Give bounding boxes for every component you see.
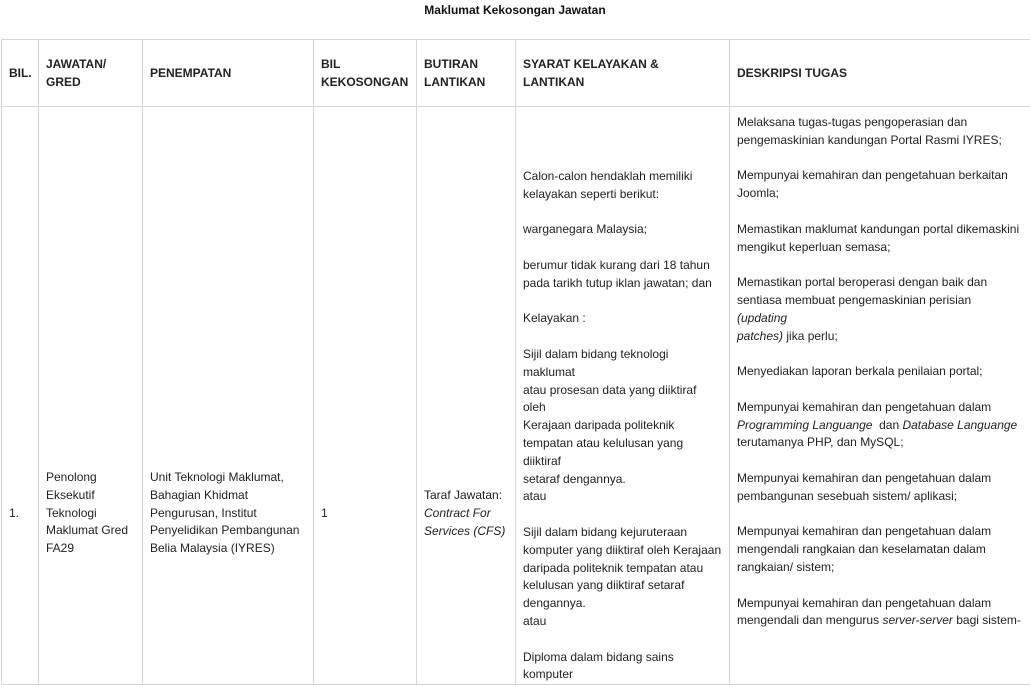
- syarat-qualification: dengannya.: [523, 595, 722, 613]
- syarat-qualification: Sijil dalam bidang kejuruteraan: [523, 524, 722, 542]
- table-row: [2, 107, 1030, 685]
- deskripsi-line: mengikut keperluan semasa;: [737, 239, 1023, 257]
- cell-syarat: [516, 107, 730, 685]
- header-butiran: [417, 40, 516, 107]
- row-butiran: [424, 487, 508, 540]
- header-kekosongan-line1: BIL: [321, 55, 409, 73]
- deskripsi-line: Memastikan portal beroperasi dengan baik dan: [737, 274, 1023, 292]
- cell-jawatan: [39, 107, 143, 685]
- syarat-qualification: atau prosesan data yang diiktiraf oleh: [523, 382, 722, 418]
- header-deskripsi: DESKRIPSI TUGAS: [730, 40, 1030, 107]
- deskripsi-line: Mempunyai kemahiran dan pengetahuan dalam: [737, 470, 1023, 488]
- header-butiran-line1: BUTIRAN: [424, 55, 508, 73]
- header-penempatan: PENEMPATAN: [143, 40, 314, 107]
- butiran-value: Services (CFS): [424, 523, 508, 541]
- header-jawatan-line2: GRED: [46, 73, 135, 91]
- penempatan-line: Belia Malaysia (IYRES): [150, 540, 306, 558]
- syarat-qualification: daripada politeknik tempatan atau: [523, 560, 722, 578]
- penempatan-line: Unit Teknologi Maklumat,: [150, 469, 306, 487]
- syarat-item: warganegara Malaysia;: [523, 221, 722, 239]
- butiran-label: Taraf Jawatan:: [424, 487, 508, 505]
- syarat-content: [523, 168, 722, 684]
- jawatan-line: Penolong: [46, 469, 135, 487]
- row-jawatan: [46, 469, 135, 558]
- deskripsi-line: terutamanya PHP, dan MySQL;: [737, 434, 1023, 452]
- deskripsi-line: patches) jika perlu;: [737, 328, 1023, 346]
- syarat-qualification: setaraf dengannya.: [523, 471, 722, 489]
- syarat-atau: atau: [523, 488, 722, 506]
- syarat-intro: Calon-calon hendaklah memiliki: [523, 168, 722, 186]
- cell-deskripsi: [730, 107, 1030, 685]
- cell-kekosongan: [314, 107, 417, 685]
- deskripsi-line: pembangunan sesebuah sistem/ aplikasi;: [737, 488, 1023, 506]
- header-bil: BIL.: [2, 40, 39, 107]
- deskripsi-line: rangkaian/ sistem;: [737, 559, 1023, 577]
- header-jawatan-line1: JAWATAN/: [46, 55, 135, 73]
- butiran-value: Contract For: [424, 505, 508, 523]
- syarat-qualification: Diploma dalam bidang sains komputer: [523, 649, 722, 685]
- page-title: Maklumat Kekosongan Jawatan: [0, 3, 1030, 17]
- header-kekosongan-line2: KEKOSONGAN: [321, 73, 409, 91]
- syarat-qualification: kelulusan yang diiktiraf setaraf: [523, 577, 722, 595]
- jawatan-line: Maklumat Gred: [46, 522, 135, 540]
- penempatan-line: Pengurusan, Institut: [150, 505, 306, 523]
- deskripsi-line: Menyediakan laporan berkala penilaian portal;: [737, 363, 1023, 381]
- syarat-atau: atau: [523, 613, 722, 631]
- cell-penempatan: [143, 107, 314, 685]
- jawatan-line: Eksekutif: [46, 487, 135, 505]
- header-syarat: SYARAT KELAYAKAN & LANTIKAN: [516, 40, 730, 107]
- deskripsi-line: Mempunyai kemahiran dan pengetahuan dalam: [737, 523, 1023, 541]
- deskripsi-line: Mempunyai kemahiran dan pengetahuan dalam: [737, 399, 1023, 417]
- row-penempatan: [150, 469, 306, 558]
- syarat-qualification: Kerajaan daripada politeknik: [523, 417, 722, 435]
- deskripsi-line: pengemaskinian kandungan Portal Rasmi IYRES;: [737, 132, 1023, 150]
- syarat-intro: kelayakan seperti berikut:: [523, 186, 722, 204]
- row-bil: 1.: [9, 505, 31, 523]
- deskripsi-content: [737, 114, 1023, 630]
- deskripsi-line: sentiasa membuat pengemaskinian perisian (updating: [737, 292, 1023, 328]
- header-jawatan: [39, 40, 143, 107]
- row-kekosongan: 1: [321, 505, 409, 523]
- header-butiran-line2: LANTIKAN: [424, 73, 508, 91]
- vacancy-table: [1, 39, 1030, 685]
- cell-butiran: [417, 107, 516, 685]
- header-kekosongan: [314, 40, 417, 107]
- syarat-item: berumur tidak kurang dari 18 tahun: [523, 257, 722, 275]
- deskripsi-line: Mempunyai kemahiran dan pengetahuan dalam: [737, 595, 1023, 613]
- table-header-row: [2, 40, 1030, 107]
- deskripsi-line: Joomla;: [737, 185, 1023, 203]
- deskripsi-line: Programming Languange dan Database Languange: [737, 417, 1023, 435]
- syarat-qualification: komputer yang diiktiraf oleh Kerajaan: [523, 542, 722, 560]
- deskripsi-line: mengendali rangkaian dan keselamatan dalam: [737, 541, 1023, 559]
- cell-bil: [2, 107, 39, 685]
- syarat-item: pada tarikh tutup iklan jawatan; dan: [523, 275, 722, 293]
- syarat-qualification: tempatan atau kelulusan yang diiktiraf: [523, 435, 722, 471]
- deskripsi-line: Mempunyai kemahiran dan pengetahuan berkaitan: [737, 167, 1023, 185]
- penempatan-line: Penyelidikan Pembangunan: [150, 522, 306, 540]
- syarat-kelayakan-label: Kelayakan :: [523, 310, 722, 328]
- jawatan-line: FA29: [46, 540, 135, 558]
- syarat-qualification: Sijil dalam bidang teknologi maklumat: [523, 346, 722, 382]
- jawatan-line: Teknologi: [46, 505, 135, 523]
- penempatan-line: Bahagian Khidmat: [150, 487, 306, 505]
- deskripsi-line: Memastikan maklumat kandungan portal dikemaskini: [737, 221, 1023, 239]
- deskripsi-line: mengendali dan mengurus server-server bagi sistem-: [737, 612, 1023, 630]
- deskripsi-line: Melaksana tugas-tugas pengoperasian dan: [737, 114, 1023, 132]
